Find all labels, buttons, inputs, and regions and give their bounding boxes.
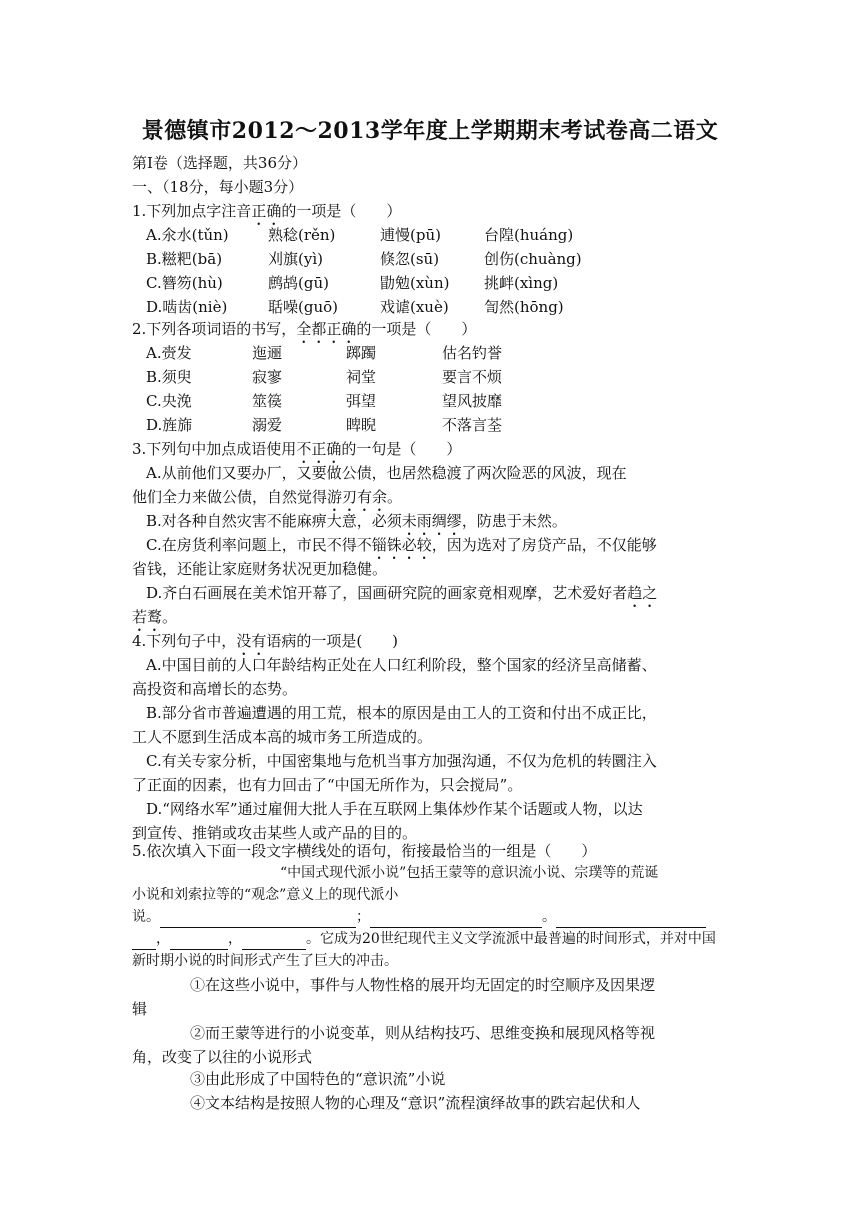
q4-option-a-line1: A.中国目前的人口年龄结构正处在人口红利阶段，整个国家的经济呈高储蓄、 [146,656,657,674]
q5-blank-5[interactable] [242,934,306,950]
q1-option-d-1: D.啮齿(niè) [146,298,228,316]
q2-option-d-3: 睥睨 [346,416,377,434]
q5-blank-3-end[interactable] [132,934,156,950]
q2-option-c-3: 弭望 [346,392,377,410]
q5-sentence-4: ④文本结构是按照人物的心理及“意识”流程演绎故事的跌宕起伏和人 [190,1094,641,1112]
q2-option-d-2: 溺爱 [252,416,283,434]
q3-option-d-line2: 若鹜。 [132,608,178,626]
q5-sentence-3: ③由此形成了中国特色的“意识流”小说 [190,1070,446,1088]
q2-option-a-4: 估名钓誉 [442,344,503,362]
q4-option-b-line2: 工人不愿到生活成本高的城市务工所造成的。 [132,728,433,746]
q3-option-c-line2: 省钱，还能让家庭财务状况更加稳健。 [132,560,388,578]
q2-option-a-3: 踯躅 [346,344,377,362]
q1-option-c-1: C.簪笏(hù) [146,274,223,292]
q2-option-c-2: 筮篌 [252,392,283,410]
q2-option-c-4: 望风披靡 [442,392,503,410]
question-2-stem: 2.下列各项词语的书写，全都正确的一项是（ ） [132,320,477,338]
exam-title: 景德镇市2012～2013学年度上学期期末考试卷高二语文 [141,118,719,144]
q5-sentence-1-line1: ①在这些小说中，事件与人物性格的展开均无固定的时空顺序及因果逻 [190,976,656,994]
q1-option-d-2: 聒噪(guō) [268,298,338,316]
section-heading: 第Ⅰ卷（选择题，共36分） [132,154,308,172]
question-3-stem: 3.下列句中加点成语使用不正确的一句是（ ） [132,440,462,458]
q1-option-b-4: 创伤(chuàng) [484,250,582,268]
q5-blank-1[interactable] [160,912,356,928]
q5-sentence-2-line2: 角，改变了以往的小说形式 [132,1048,313,1066]
q2-option-d-1: D.旌旆 [146,416,193,434]
q2-option-d-4: 不落言荃 [442,416,503,434]
q1-option-d-4: 訇然(hōng) [484,298,564,316]
q2-option-c-1: C.央浼 [146,392,192,410]
q5-passage-line1: “中国式现代派小说”包括王蒙等的意识流小说、宗璞等的荒诞 [280,865,659,881]
q5-blank-4[interactable] [170,934,228,950]
q2-option-b-2: 寂寥 [252,368,283,386]
question-1-stem: 1.下列加点字注音正确的一项是（ ） [132,202,402,220]
q2-option-b-4: 要言不烦 [442,368,503,386]
q2-option-b-3: 祠堂 [346,368,377,386]
q3-option-a-line2: 他们全力来做公债，自然觉得游刃有余。 [132,488,403,506]
q3-option-c-line1: C.在房货利率问题上，市民不得不锱铢必较，因为选对了房贷产品，不仅能够 [146,536,657,554]
question-5-stem: 5.依次填入下面一段文字横线处的语句，衔接最恰当的一组是（ ） [132,842,597,860]
q1-option-c-4: 挑衅(xìng) [484,274,559,292]
part-heading: 一、（18分，每小题3分） [132,178,304,196]
q1-option-a-4: 台隍(huáng) [484,226,574,244]
q1-option-c-2: 鹧鸪(gū) [268,274,329,292]
q1-option-a-1: A.氽水(tǔn) [146,226,229,244]
q5-sentence-2-line1: ②而王蒙等进行的小说变革，则从结构技巧、思维变换和展现风格等视 [190,1024,656,1042]
q3-option-b: B.对各种自然灾害不能麻痹大意，必须未雨绸缪，防患于未然。 [146,512,567,530]
q5-passage-line3: 说。 ； 。 [132,906,706,928]
q5-passage-line2: 小说和刘索拉等的“观念”意义上的现代派小 [132,887,399,903]
q2-option-a-2: 迤逦 [252,344,283,362]
q5-passage-line4: ， ， 。它成为20世纪现代主义文学流派中最普遍的时间形式，并对中国 [132,928,716,950]
q5-sentence-1-line2: 辑 [132,1000,148,1018]
q5-passage-line5: 新时期小说的时间形式产生了巨大的冲击。 [132,953,398,969]
q1-option-b-3: 倏忽(sū) [380,250,440,268]
q1-option-d-3: 戏谑(xuè) [380,298,449,316]
q1-option-b-2: 刈旗(yì) [268,250,323,268]
q5-blank-2[interactable] [370,912,542,928]
q1-option-b-1: B.糍粑(bā) [146,250,223,268]
q2-option-b-1: B.须臾 [146,368,192,386]
q1-option-a-3: 逋慢(pū) [380,226,441,244]
q4-option-c-line1: C.有关专家分析，中国密集地与危机当事方加强沟通，不仅为危机的转圜注入 [146,752,657,770]
q4-option-d-line2: 到宣传、推销或攻击某些人或产品的目的。 [132,824,418,842]
q3-option-d-line1: D.齐白石画展在美术馆开幕了，国画研究院的画家竟相观摩，艺术爱好者趋之 [146,584,658,602]
q4-option-c-line2: 了正面的因素，也有力回击了“中国无所作为，只会搅局”。 [132,776,523,794]
q4-option-d-line1: D.“网络水军”通过雇佣大批人手在互联网上集体炒作某个话题或人物，以达 [146,800,643,818]
question-4-stem: 4.下列句子中，没有语病的一项是( ) [132,632,399,650]
q1-option-a-2: 熟稔(rěn) [268,226,336,244]
q2-option-a-1: A.赍发 [146,344,192,362]
q1-option-c-3: 勖勉(xùn) [380,274,450,292]
q4-option-b-line1: B.部分省市普遍遭遇的用工荒，根本的原因是由工人的工资和付出不成正比， [146,704,657,722]
q4-option-a-line2: 高投资和高增长的态势。 [132,680,298,698]
q5-blank-3-start[interactable] [556,912,706,928]
q3-option-a-line1: A.从前他们又要办厂，又要做公债，也居然稳渡了两次险恶的风波，现在 [146,464,627,482]
